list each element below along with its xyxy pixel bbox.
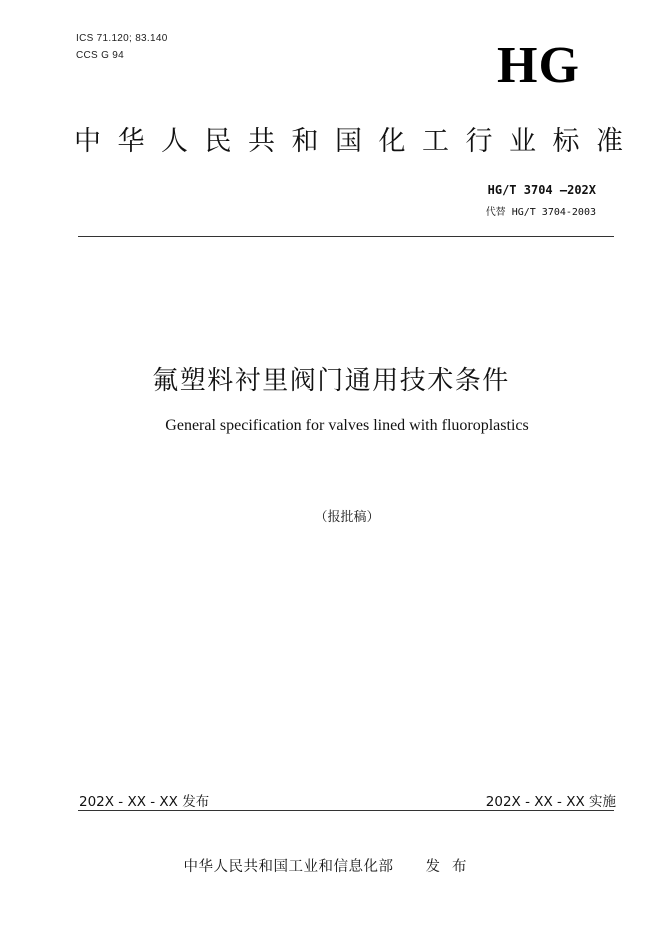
issuing-organization: 中华人民共和国工业和信息化部	[183, 859, 394, 875]
issuer	[0, 855, 662, 876]
standard-code: HG/T 3704 —202X	[487, 183, 596, 197]
ics-code: ICS 71.120; 83.140	[76, 33, 168, 44]
hg-logo: HG	[497, 37, 580, 94]
draft-status: （报批稿）	[314, 510, 380, 525]
header-divider	[78, 236, 614, 237]
document-title-chinese: 氟塑料衬里阀门通用技术条件	[152, 366, 510, 396]
document-title-english: General specification for valves lined with fluoroplastics	[165, 417, 529, 434]
standard-type-heading: 中华人民共和国化工行业标准	[74, 126, 640, 157]
replaces-standard: 代替 HG/T 3704-2003	[485, 207, 596, 218]
issue-action: 发布	[425, 859, 479, 875]
issue-date: 202X - XX - XX 发布	[79, 794, 210, 810]
footer-divider	[78, 810, 614, 811]
ccs-code: CCS G 94	[76, 50, 124, 61]
implementation-date: 202X - XX - XX 实施	[485, 794, 616, 810]
